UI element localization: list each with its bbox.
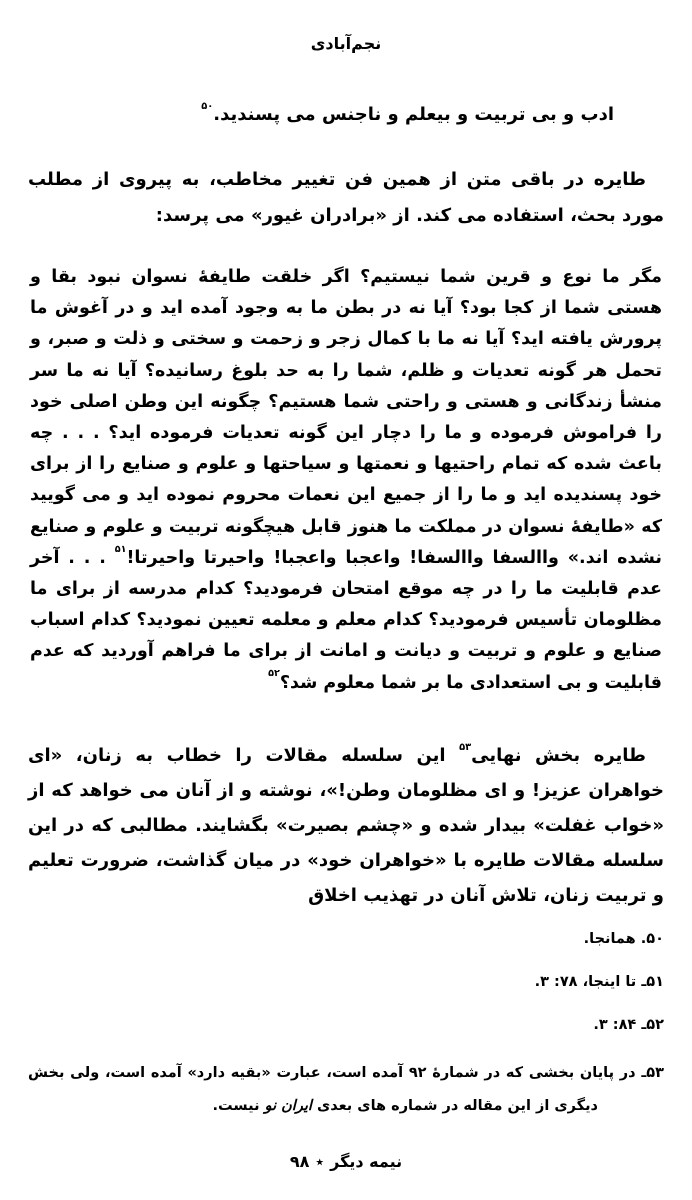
closing-paragraph — [28, 738, 664, 913]
footnotes-section — [28, 928, 664, 1123]
quote-continuation-line — [80, 100, 614, 130]
blockquote-text-part1: مگر ما نوع و قرین شما نیستیم؟ اگر خلقت طایفهٔ نسوان نبود بقا و هستی شما از کجا بود؟ آیا نه در بطن ما به وجود آمده اید و در آغوش ما پرورش یافته اید؟ آیا نه ما با کمال زجر و زحمت و سختی و ذلت و صبر، و تحمل هر گونه تعدیات و ظلم، شما را به حد بلوغ رسانیده؟ آیا نه ما سر منشأ زندگانی و هستی و راحتی شما هستیم؟ چگونه این وطن اصلی خود را فراموش فرموده و ما را دچار این گونه تعدیات فرموده اید؟ . . . چه باعث شده که تمام راحتیها و نعمتها و سیاحتها و علوم و صنایع را از برای خود پسندیده اید و ما را از جمیع این نعمات محروم نموده اید و می گویید که «طایفهٔ نسوان در مملکت ما هنوز قابل هیچگونه تربیت و علوم و صنایع نشده اند.» واالسفا واالسفا! واعجبا واعجبا! واحیرتا واحیرتا! — [30, 267, 663, 568]
footnote-ref-51: ۵۱ — [114, 543, 127, 555]
footnote-53-text-after: نیست. — [212, 1098, 265, 1114]
intro-paragraph: طایره در باقی متن از همین فن تغییر مخاطب، به پیروی از مطلب مورد بحث، استفاده می کند. از «برادران غیور» می پرسد: — [28, 169, 664, 226]
footnote-52-label: ۵۲ـ — [641, 1017, 664, 1033]
footnote-53-label: ۵۳ـ — [641, 1065, 664, 1081]
footnote-ref-50: ۵۰ — [201, 100, 214, 112]
footnote-53 — [28, 1057, 664, 1123]
footer-star-icon: ٭ — [315, 1152, 325, 1171]
closing-text-part2: این سلسله مقالات را خطاب به زنان، «ای خواهران عزیز! و ای مظلومان وطن!»، نوشته و از آنان می خواهد که از «خواب غفلت» بیدار شده و «چشم بصیرت» بگشایند. مطالبی که در این سلسله مقالات طایره با «خواهران خود» در میان گذاشت، ضرورت تعلیم و تربیت زنان، تلاش آنان در تهذیب اخلاق — [28, 745, 664, 906]
footnote-51 — [28, 971, 664, 993]
footnote-51-label: ۵۱ـ — [641, 974, 664, 990]
footnote-ref-53: ۵۳ — [459, 741, 472, 753]
footnote-53-text-before: در پایان بخشی که در شمارهٔ ۹۲ آمده است، عبارت «بقیه دارد» آمده است، ولی بخش دیگری از این مقاله در شماره های بعدی — [28, 1065, 636, 1114]
footnote-52 — [28, 1014, 664, 1036]
footnote-50 — [28, 928, 664, 950]
blockquote-text-part2: . . . آخر عدم قابلیت ما را در چه موقع امتحان فرمودید؟ کدام مدرسه از برای ما مظلومان تأسیس فرمودید؟ کدام معلم و معلمه تعیین نمودید؟ کدام اسباب صنایع و علوم و تربیت و دیانت و امانت از برای ما فراهم آوردید که عدم قابلیت و بی استعدادی ما بر شما معلوم شد؟ — [30, 547, 662, 693]
journal-name-iran-no: ایران نو — [264, 1098, 312, 1114]
footnote-ref-52: ۵۲ — [268, 668, 280, 680]
page-header-author: نجم‌آبادی — [310, 34, 382, 53]
page-footer — [28, 1152, 664, 1171]
footer-page-number: ۹۸ — [289, 1152, 310, 1171]
main-blockquote — [30, 262, 662, 699]
footnote-50-text: همانجا. — [583, 931, 636, 947]
quote-continuation-text: ادب و بی تربیت و بیعلم و ناجنس می پسندید. — [213, 104, 614, 125]
footnote-52-text: ۸۴: ۳. — [593, 1017, 637, 1033]
footnote-51-text: تا اینجا، ۷۸: ۳. — [534, 974, 637, 990]
closing-text-part1: طایره بخش نهایی — [471, 745, 646, 766]
footer-journal-name: نیمه دیگر — [330, 1152, 403, 1171]
footnote-50-label: ۵۰. — [640, 931, 664, 947]
